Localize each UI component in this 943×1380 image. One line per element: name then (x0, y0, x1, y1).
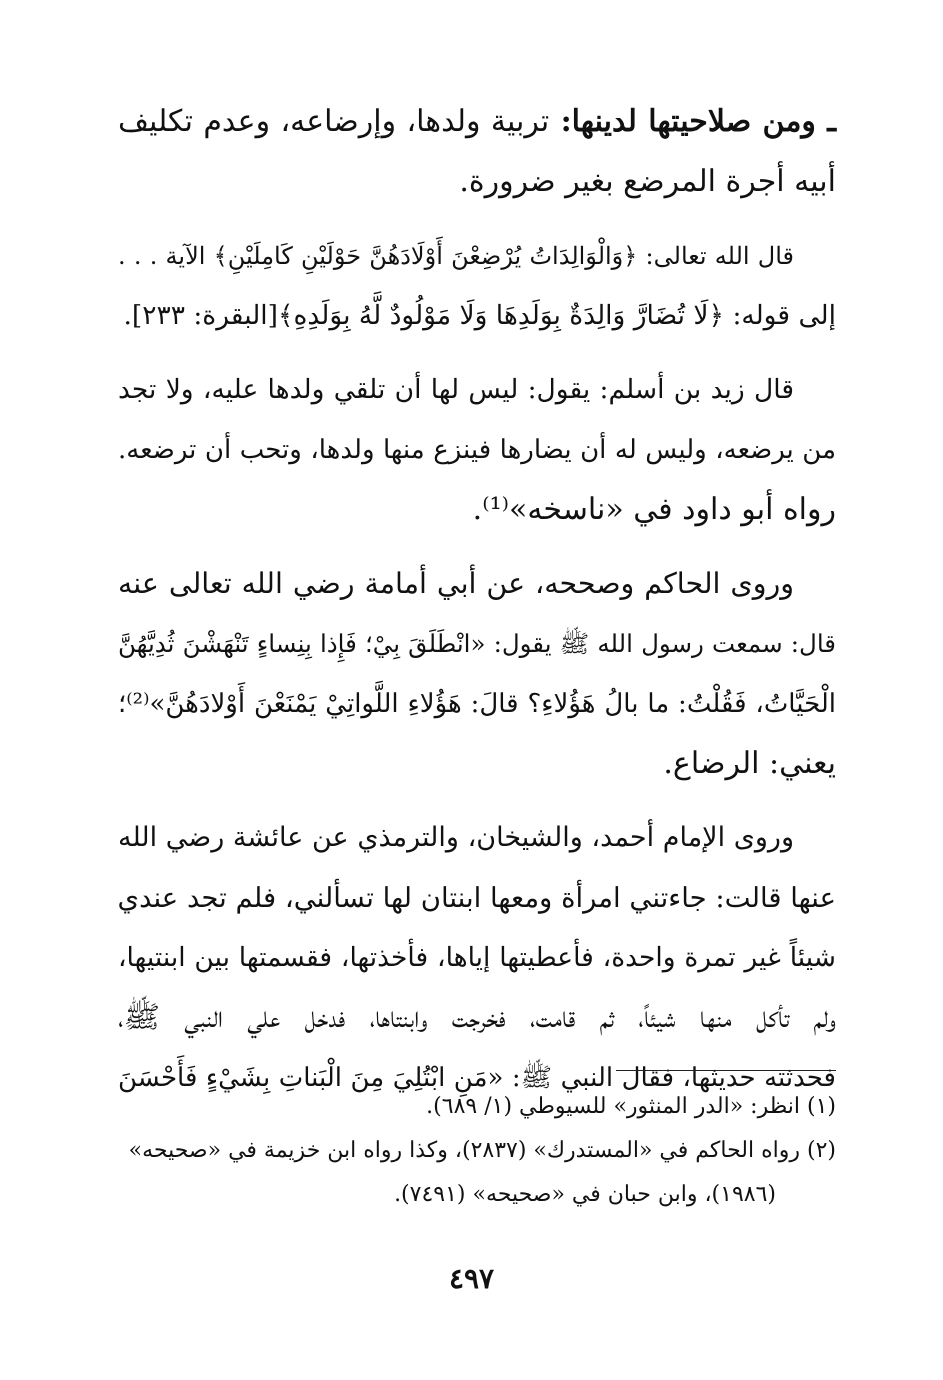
text-line: يعني: الرضاع. (663, 746, 836, 781)
text-line: رواه أبو داود في «ناسخه»⁽¹⁾. (472, 492, 836, 527)
footnote-2: (٢) رواه الحاكم في «المستدرك» (٢٨٣٧)، وكذا رواه ابن خزيمة في «صحيحه» (128, 1138, 836, 1163)
footnote-divider (616, 1070, 836, 1071)
footnote-2-continuation: (١٩٨٦)، وابن حبان في «صحيحه» (٧٤٩١). (394, 1182, 776, 1207)
text-line: من يرضعه، وليس له أن يضارها فينزع منها ولدها، وتحب أن ترضعه. (118, 435, 836, 465)
quran-line: قال الله تعالى: ﴿وَالْوَالِدَاتُ يُرْضِعْنَ أَوْلَادَهُنَّ حَوْلَيْنِ كَامِلَيْنِ﴾ الآية . . . (118, 242, 794, 270)
footnotes (118, 1070, 836, 1217)
quran-line: إلى قوله: ﴿لَا تُضَارَّ وَالِدَةٌ بِوَلَدِهَا وَلَا مَوْلُودٌ لَّهُ بِوَلَدِهِ﴾[البقرة: ٢٣٣]. (123, 300, 836, 331)
paragraph (118, 360, 836, 540)
hadith-line: قال: سمعت رسول الله ﷺ يقول: «انْطَلَقَ بِيْ؛ فَإِذا بِنِساءٍ تَنْهَشْنَ ثُدِيَّهُنَّ (118, 629, 836, 658)
paragraph (118, 92, 836, 212)
paragraph (118, 554, 836, 794)
text-line: وروى الإمام أحمد، والشيخان، والترمذي عن عائشة رضي الله (118, 822, 794, 853)
text-line: أبيه أجرة المرضع بغير ضرورة. (459, 164, 836, 199)
footnote-1: (١) انظر: «الدر المنثور» للسيوطي (١/ ٦٨٩). (426, 1094, 836, 1119)
text-line: وروى الحاكم وصححه، عن أبي أمامة رضي الله تعالى عنه (118, 567, 794, 600)
text-line: ـ ومن صلاحيتها لدينها: تربية ولدها، وإرضاعه، وعدم تكليف (118, 104, 836, 139)
page-body (118, 92, 836, 1108)
text-line: ولم تأكل منها شيئاً، ثم قامت، فخرجت وابنتاها، فدخل علي النبي ﷺ، (118, 1000, 836, 1035)
hadith-line: الْحَيَّاتُ، فَقُلْتُ: ما بالُ هَؤُلاءِ؟ قالَ: هَؤُلاءِ اللَّواتِيْ يَمْنَعْنَ أَوْلادَهُنَّ»⁽²⁾؛ (118, 689, 836, 719)
hadith-line: فحدثته حديثها، فقال النبي ﷺ: «مَنِ ابْتُلِيَ مِنَ الْبَناتِ بِشَيْءٍ فَأَحْسَنَ (118, 1063, 836, 1093)
text-line: قال زيد بن أسلم: يقول: ليس لها أن تلقي ولدها عليه، ولا تجد (118, 374, 794, 405)
paragraph (118, 808, 836, 1108)
paragraph (118, 226, 836, 346)
text-line: عنها قالت: جاءتني امرأة ومعها ابنتان لها تسألني، فلم تجد عندي (117, 882, 836, 914)
section-lead: ـ ومن صلاحيتها لدينها: (549, 104, 836, 139)
page-number: ٤٩٧ (448, 1262, 495, 1295)
text-line: شيئاً غير تمرة واحدة، فأعطيتها إياها، فأخذتها، فقسمتها بين ابنتيها، (118, 942, 836, 973)
